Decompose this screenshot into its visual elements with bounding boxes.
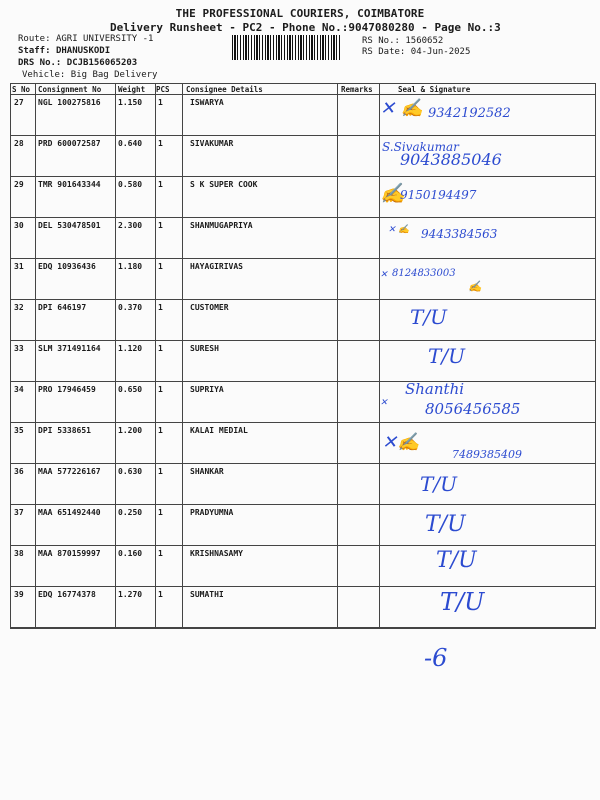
handwritten-phone: 9150194497 [400,188,477,202]
row-pcs: 1 [158,303,163,312]
row-consignment-no: DPI 5338651 [38,426,91,435]
row-consignee: SIVAKUMAR [190,139,234,148]
vehicle-label: Vehicle: [22,70,66,80]
row-consignment-no: MAA 870159997 [38,549,101,558]
col-divider [115,83,116,629]
handwritten-phone: 7489385409 [452,448,522,461]
signature-mark: ✍ [380,181,405,205]
row-pcs: 1 [158,344,163,353]
row-weight: 1.270 [118,590,143,599]
column-header-seal: Seal & Signature [398,85,471,94]
consignment-table [10,83,596,629]
row-pcs: 1 [158,139,163,148]
handwritten-name: S.Sivakumar [382,140,459,154]
handwritten-phone: 9443384563 [421,227,498,241]
rs-no-label: RS No.: [362,36,400,46]
row-pcs: 1 [158,590,163,599]
row-consignee: KRISHNASAMY [190,549,243,558]
row-consignment-no: PRO 17946459 [38,385,96,394]
row-pcs: 1 [158,262,163,271]
column-header-pcs: PCS [156,85,170,94]
row-consignee: SUMATHI [190,590,224,599]
row-sno: 31 [14,262,24,271]
row-sno: 37 [14,508,24,517]
row-divider [10,586,596,587]
column-header-sno: S No [12,85,31,94]
row-sno: 28 [14,139,24,148]
signature-mark: ✕✍ [382,432,420,453]
row-divider [10,340,596,341]
row-consignment-no: DPI 646197 [38,303,87,312]
row-consignment-no: EDQ 10936436 [38,262,96,271]
vehicle-value: Big Bag Delivery [70,70,158,80]
row-pcs: 1 [158,385,163,394]
staff-value: DHANUSKODI [55,46,111,56]
signature-mark: ✕ [380,270,388,280]
column-header-consignee: Consignee Details [186,85,263,94]
row-sno: 39 [14,590,24,599]
row-pcs: 1 [158,98,163,107]
row-sno: 38 [14,549,24,558]
col-divider [35,83,36,629]
row-weight: 2.300 [118,221,143,230]
rs-date-line [362,47,470,57]
col-divider [337,83,338,629]
column-header-consignment: Consignment No [38,85,102,94]
handwritten-total: -6 [424,644,448,672]
route-line [18,34,153,44]
row-sno: 29 [14,180,24,189]
row-weight: 1.200 [118,426,143,435]
drs-value: DCJB156065203 [66,58,138,68]
row-consignee: S K SUPER COOK [190,180,258,189]
row-consignee: CUSTOMER [190,303,229,312]
row-consignee: SHANMUGAPRIYA [190,221,253,230]
row-divider [10,422,596,423]
row-consignment-no: TMR 901643344 [38,180,101,189]
row-divider [10,504,596,505]
handwritten-tu: T/U [436,548,477,573]
row-consignment-no: PRD 600072587 [38,139,101,148]
row-consignment-no: EDQ 16774378 [38,590,96,599]
vehicle-line [22,70,157,80]
column-header-weight: Weight [118,85,146,94]
signature-mark: ✍ [468,280,482,293]
row-weight: 0.250 [118,508,143,517]
row-divider [10,627,596,628]
col-divider [595,83,596,629]
row-divider [10,545,596,546]
row-consignment-no: MAA 577226167 [38,467,101,476]
row-consignee: SUPRIYA [190,385,224,394]
signature-mark: ✕ ✍ [388,225,410,235]
row-pcs: 1 [158,221,163,230]
signature-mark: ✕ [380,398,388,408]
row-divider [10,299,596,300]
col-divider [10,83,11,629]
row-sno: 35 [14,426,24,435]
handwritten-name: Shanthi [405,380,465,398]
row-consignee: PRADYUMNA [190,508,234,517]
row-consignee: HAYAGIRIVAS [190,262,243,271]
handwritten-tu: T/U [410,305,447,329]
row-sno: 32 [14,303,24,312]
handwritten-tu: T/U [440,588,485,616]
row-sno: 36 [14,467,24,476]
row-weight: 0.630 [118,467,143,476]
route-label: Route: [18,34,51,44]
rs-date-value: 04-Jun-2025 [410,47,471,57]
row-weight: 0.580 [118,180,143,189]
staff-label: Staff: [18,46,51,56]
route-value: AGRI UNIVERSITY -1 [55,34,154,44]
row-weight: 1.120 [118,344,143,353]
row-weight: 1.150 [118,98,143,107]
row-divider [10,217,596,218]
row-divider [10,135,596,136]
row-pcs: 1 [158,467,163,476]
row-pcs: 1 [158,180,163,189]
signature-mark: ✕ ✍ [380,98,424,119]
header-bottom-border [10,94,596,95]
col-divider [379,83,380,629]
row-weight: 0.160 [118,549,143,558]
row-consignment-no: DEL 530478501 [38,221,101,230]
row-sno: 33 [14,344,24,353]
col-divider [182,83,183,629]
barcode-image [232,35,342,60]
row-consignee: SURESH [190,344,219,353]
row-divider [10,381,596,382]
table-top-border [10,83,596,84]
row-consignment-no: SLM 371491164 [38,344,101,353]
handwritten-phone: 8124833003 [392,268,456,279]
staff-line [18,46,110,56]
row-sno: 30 [14,221,24,230]
row-consignee: ISWARYA [190,98,224,107]
runsheet-title: Delivery Runsheet - PC2 - Phone No.:9047080280 - Page No.:3 [110,21,501,34]
handwritten-phone: 9342192582 [428,106,511,121]
row-divider [10,463,596,464]
row-weight: 0.370 [118,303,143,312]
handwritten-phone: 9043885046 [400,150,502,169]
row-pcs: 1 [158,426,163,435]
row-sno: 34 [14,385,24,394]
row-pcs: 1 [158,549,163,558]
company-name: THE PROFESSIONAL COURIERS, COIMBATORE [175,7,425,20]
drs-line [18,58,137,68]
table-bottom-border [10,628,596,629]
column-header-remarks: Remarks [341,85,373,94]
row-consignee: KALAI MEDIAL [190,426,248,435]
row-weight: 0.650 [118,385,143,394]
row-weight: 1.180 [118,262,143,271]
handwritten-tu: T/U [428,344,465,368]
rs-no-value: 1560652 [405,36,444,46]
row-consignment-no: NGL 100275816 [38,98,101,107]
row-weight: 0.640 [118,139,143,148]
handwritten-tu: T/U [425,512,466,537]
row-consignee: SHANKAR [190,467,224,476]
rs-date-label: RS Date: [362,47,406,57]
col-divider [155,83,156,629]
row-divider [10,176,596,177]
handwritten-tu: T/U [420,472,457,496]
drs-label: DRS No.: [18,58,62,68]
row-divider [10,258,596,259]
row-pcs: 1 [158,508,163,517]
row-consignment-no: MAA 651492440 [38,508,101,517]
rs-no-line [362,36,443,46]
row-sno: 27 [14,98,24,107]
handwritten-phone: 8056456585 [425,400,521,418]
